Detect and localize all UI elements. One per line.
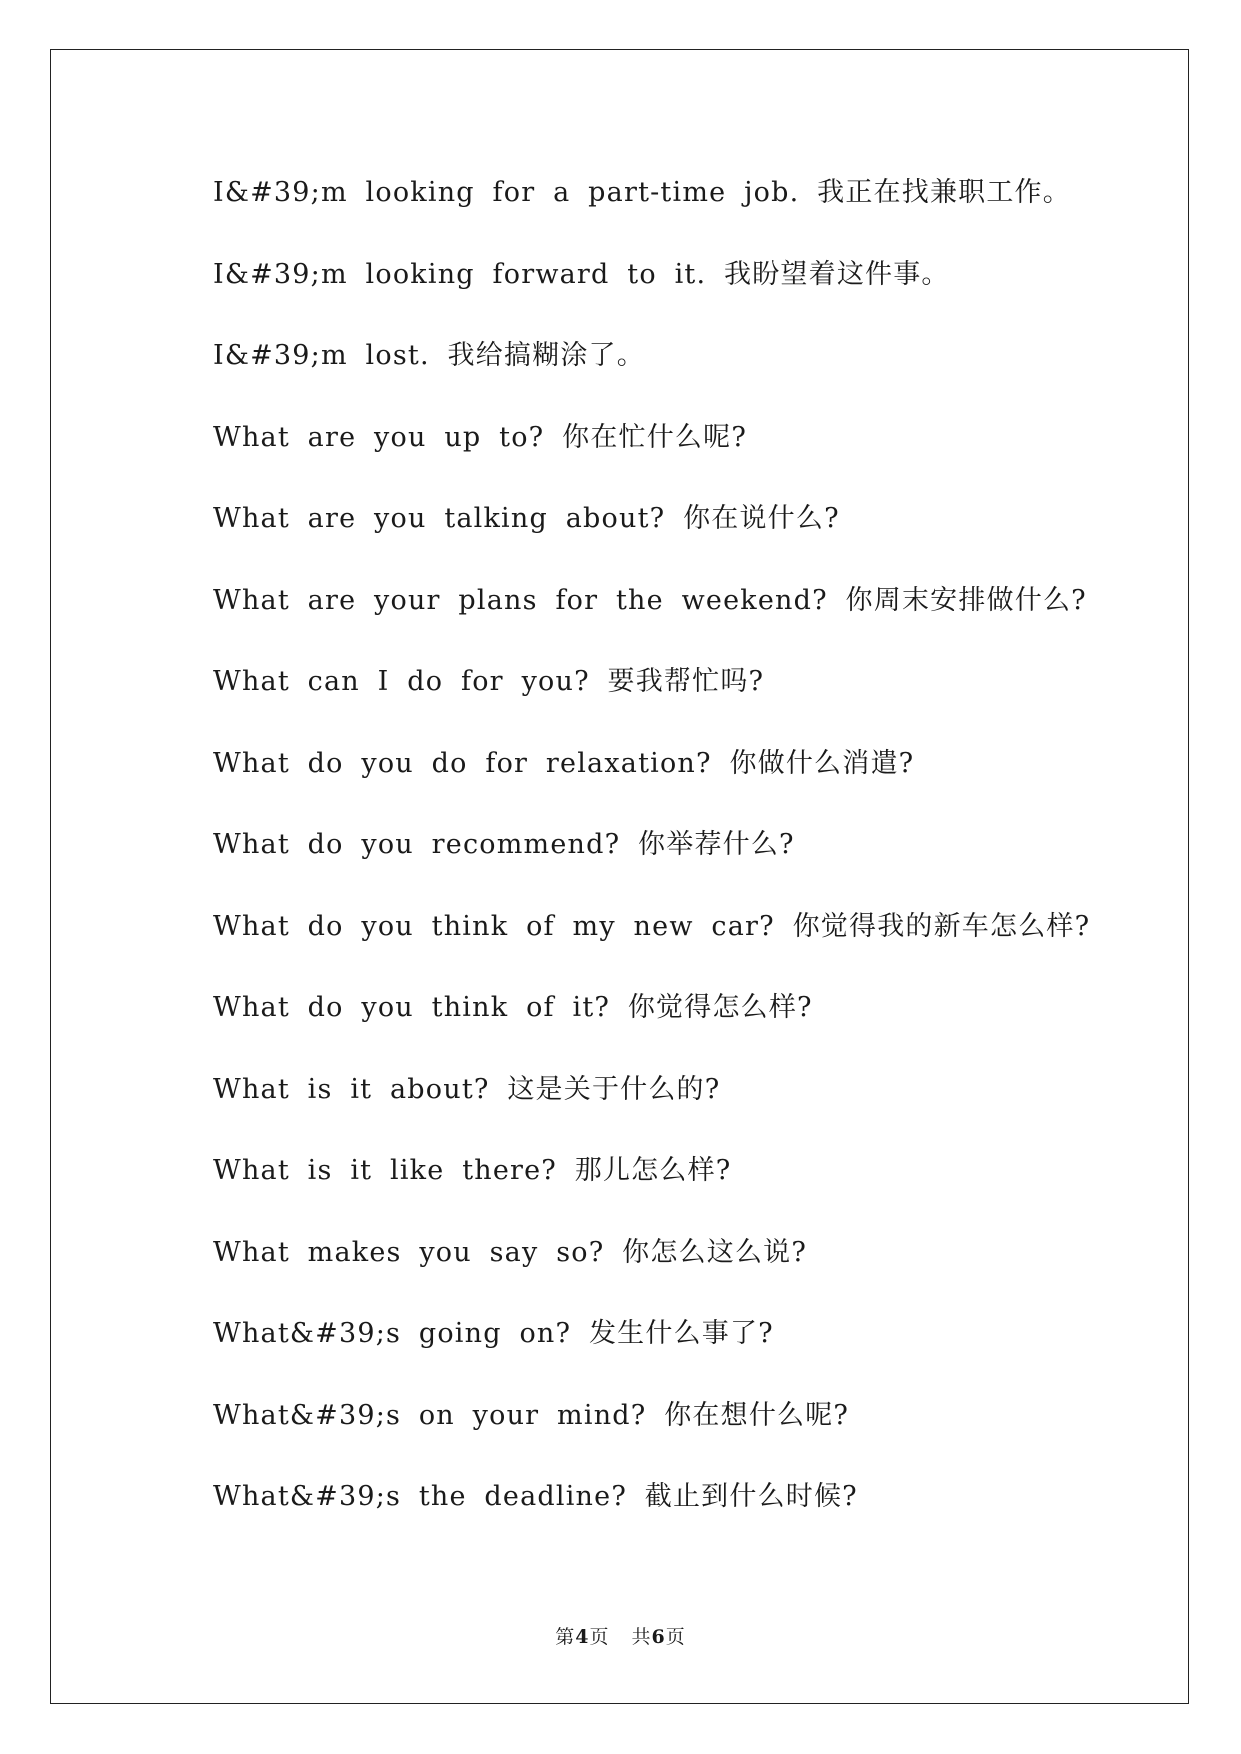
total-prefix: 共 xyxy=(631,1626,652,1648)
sentence-line: I&#39;m looking forward to it. 我盼望着这件事。 xyxy=(213,258,950,290)
sentence-line: What do you think of my new car? 你觉得我的新车怎么样? xyxy=(213,910,1091,942)
sentence-line: What are you up to? 你在忙什么呢? xyxy=(213,421,748,453)
sentence-line: What can I do for you? 要我帮忙吗? xyxy=(213,666,765,697)
sentence-line: What&#39;s the deadline? 截止到什么时候? xyxy=(213,1481,858,1512)
sentence-line: I&#39;m lost. 我给搞糊涂了。 xyxy=(213,340,645,371)
sentence-line: What do you recommend? 你举荐什么? xyxy=(213,829,795,860)
page-prefix: 第 xyxy=(555,1626,576,1648)
sentence-line: What&#39;s on your mind? 你在想什么呢? xyxy=(213,1399,850,1431)
sentence-list xyxy=(213,165,1090,1551)
sentence-line: What are your plans for the weekend? 你周末安排做什么? xyxy=(213,584,1087,616)
total-pages: 6 xyxy=(651,1626,666,1648)
sentence-line: What is it about? 这是关于什么的? xyxy=(213,1073,721,1105)
sentence-line: What do you think of it? 你觉得怎么样? xyxy=(213,992,813,1023)
sentence-line: What do you do for relaxation? 你做什么消遣? xyxy=(213,747,915,779)
total-suffix: 页 xyxy=(665,1626,686,1648)
sentence-line: What is it like there? 那儿怎么样? xyxy=(213,1155,732,1186)
page-number: 4 xyxy=(575,1626,590,1648)
sentence-line: What&#39;s going on? 发生什么事了? xyxy=(213,1318,774,1349)
sentence-line: What makes you say so? 你怎么这么说? xyxy=(213,1236,808,1268)
sentence-line: I&#39;m looking for a part-time job. 我正在找兼职工作。 xyxy=(213,177,1071,208)
page-suffix: 页 xyxy=(589,1626,610,1648)
page-footer xyxy=(0,1622,1241,1649)
sentence-line: What are you talking about? 你在说什么? xyxy=(213,503,840,534)
